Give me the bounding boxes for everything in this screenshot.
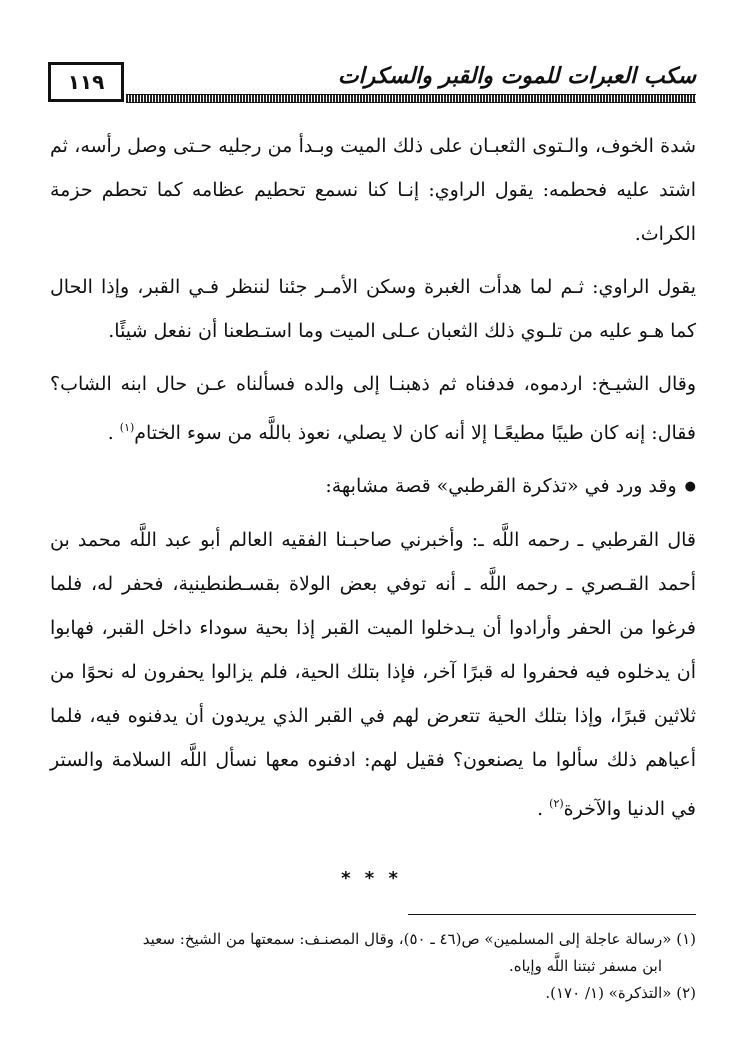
paragraph-5-tail: . — [537, 798, 550, 820]
paragraph-5 — [50, 518, 696, 831]
footnote-ref-1: (١) — [119, 421, 135, 434]
footnotes — [50, 926, 696, 1007]
page-number-box — [48, 62, 124, 102]
footnote-ref-2: (٢) — [549, 797, 564, 810]
paragraph-5-text: قال القرطبي ـ رحمه اللَّه ـ: وأخبرني صاحبـنا الفقيه العالم أبو عبد اللَّه محمد بن أحمد القـصري ـ رحمه اللَّه ـ أنه توفي بعض الولاة بقسـطنطينية، فحفر له، فلما فرغوا من الحفر وأرادوا أن يـدخلوا الميت القبر إذا بحية سوداء داخل القبر، فهابوا أن يدخلوه فيه فحفروا له قبرًا آخر، فإذا بتلك الحية، فلم يزالوا يحفرون له نحوًا من ثلاثين قبرًا، وإذا بتلك الحية تتعرض لهم في القبر الذي يريدون أن يدفنوه فيه، فلما أعياهم ذلك سألوا ما يصنعون؟ فقيل لهم: ادفنوه معها نسأل اللَّه السلامة والستر في الدنيا والآخرة — [50, 529, 696, 820]
body-text — [50, 124, 696, 840]
paragraph-1: شدة الخوف، والـتوى الثعبـان على ذلك الميت وبـدأ من رجليه حـتى وصل رأسه، ثم اشتد عليه فحطمه: يقول الراوي: إنـا كنا نسمع تحطيم عظامه كما تحطم حزمة الكراث. — [50, 135, 696, 245]
footnote-rule — [408, 914, 696, 915]
page-number: ١١٩ — [67, 70, 105, 94]
section-separator: * * * — [341, 868, 402, 889]
page-header — [48, 62, 696, 108]
footnote-2: (٢) «التذكرة» (١/ ١٧٠). — [545, 984, 696, 1002]
paragraph-3 — [50, 362, 696, 455]
paragraph-3-text: وقال الشيـخ: اردموه، فدفناه ثم ذهبنـا إلى والده فسألناه عـن حال ابنه الشاب؟ فقال: إنه كان طيبًا مطيعًـا إلا أنه كان لا يصلي، نعوذ باللَّه من سوء الختام — [50, 373, 696, 444]
header-rule — [126, 94, 696, 103]
footnote-1: (١) «رسالة عاجلة إلى المسلمين» ص(٤٦ ـ ٥٠)، وقال المصنـف: سمعتها من الشيخ: سعيد — [142, 930, 696, 948]
paragraph-3-tail: . — [107, 422, 120, 444]
paragraph-2: يقول الراوي: ثـم لما هدأت الغبرة وسكن الأمـر جئنا لننظر فـي القبر، وإذا الحال كما هـو عليه من تلـوي ذلك الثعبان عـلى الميت وما استـطعنا أن نفعل شيئًا. — [50, 276, 696, 342]
paragraph-4-bullet: ● وقد ورد في «تذكرة القرطبي» قصة مشابهة: — [50, 464, 696, 509]
footnote-1-continued: ابن مسفر ثبتنا اللَّه وإياه. — [509, 957, 662, 975]
running-title: سكب العبرات للموت والقبر والسكرات — [337, 64, 696, 89]
